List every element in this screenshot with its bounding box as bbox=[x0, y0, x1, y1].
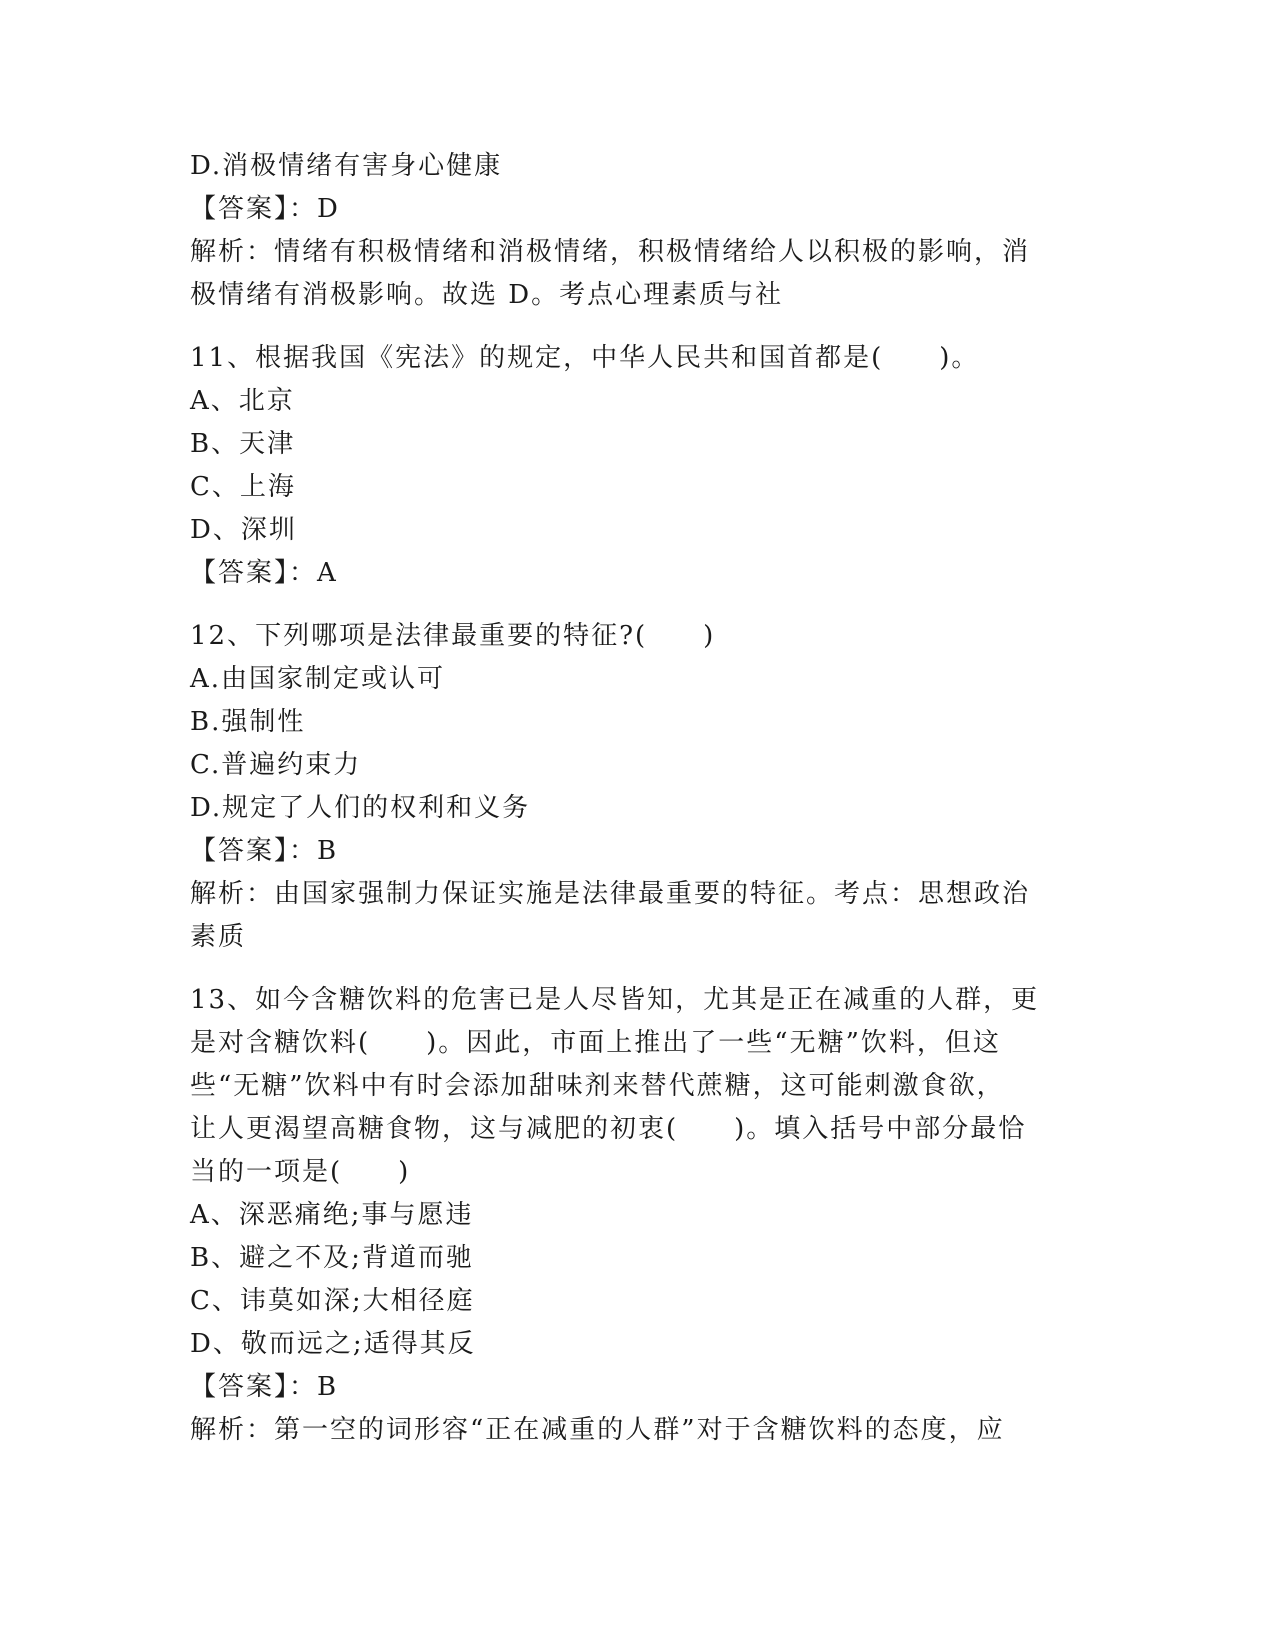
option-d: D.规定了人们的权利和义务 bbox=[190, 793, 531, 823]
option-d: D.消极情绪有害身心健康 bbox=[190, 151, 503, 181]
question-stem: 13、如今含糖饮料的危害已是人尽皆知，尤其是正在减重的人群，更 bbox=[190, 985, 1040, 1015]
option-d: D、敬而远之;适得其反 bbox=[190, 1329, 476, 1359]
question-10-tail bbox=[190, 145, 1070, 317]
option-b: B、避之不及;背道而驰 bbox=[190, 1243, 474, 1273]
explanation-line: 极情绪有消极影响。故选 D。考点心理素质与社 bbox=[190, 280, 784, 310]
option-b: B、天津 bbox=[190, 429, 296, 459]
explanation-line: 解析：情绪有积极情绪和消极情绪，积极情绪给人以积极的影响，消 bbox=[190, 237, 1031, 267]
question-stem: 12、下列哪项是法律最重要的特征?( ) bbox=[190, 621, 716, 651]
option-a: A.由国家制定或认可 bbox=[190, 664, 446, 694]
option-c: C.普遍约束力 bbox=[190, 750, 362, 780]
answer-line: 【答案】：B bbox=[190, 836, 339, 866]
option-d: D、深圳 bbox=[190, 515, 297, 545]
explanation-line: 解析：由国家强制力保证实施是法律最重要的特征。考点：思想政治 bbox=[190, 879, 1031, 909]
question-stem: 当的一项是( ) bbox=[190, 1157, 411, 1187]
explanation-line: 素质 bbox=[190, 922, 247, 952]
document-page bbox=[190, 145, 1070, 1452]
option-a: A、深恶痛绝;事与愿违 bbox=[190, 1200, 474, 1230]
option-b: B.强制性 bbox=[190, 707, 306, 737]
question-stem: 让人更渴望高糖食物，这与减肥的初衷( )。填入括号中部分最恰 bbox=[190, 1114, 1027, 1144]
question-12 bbox=[190, 615, 1070, 959]
question-stem: 是对含糖饮料( )。因此，市面上推出了一些“无糖”饮料，但这 bbox=[190, 1028, 1001, 1058]
option-c: C、讳莫如深;大相径庭 bbox=[190, 1286, 475, 1316]
answer-line: 【答案】：A bbox=[190, 558, 338, 588]
question-stem: 11、根据我国《宪法》的规定，中华人民共和国首都是( )。 bbox=[190, 343, 980, 373]
option-a: A、北京 bbox=[190, 386, 295, 416]
question-stem: 些“无糖”饮料中有时会添加甜味剂来替代蔗糖，这可能刺激食欲， bbox=[190, 1071, 1005, 1101]
answer-line: 【答案】：D bbox=[190, 194, 340, 224]
question-11 bbox=[190, 337, 1070, 595]
option-c: C、上海 bbox=[190, 472, 296, 502]
explanation-line: 解析：第一空的词形容“正在减重的人群”对于含糖饮料的态度，应 bbox=[190, 1415, 1005, 1445]
answer-line: 【答案】：B bbox=[190, 1372, 339, 1402]
question-13 bbox=[190, 979, 1070, 1452]
